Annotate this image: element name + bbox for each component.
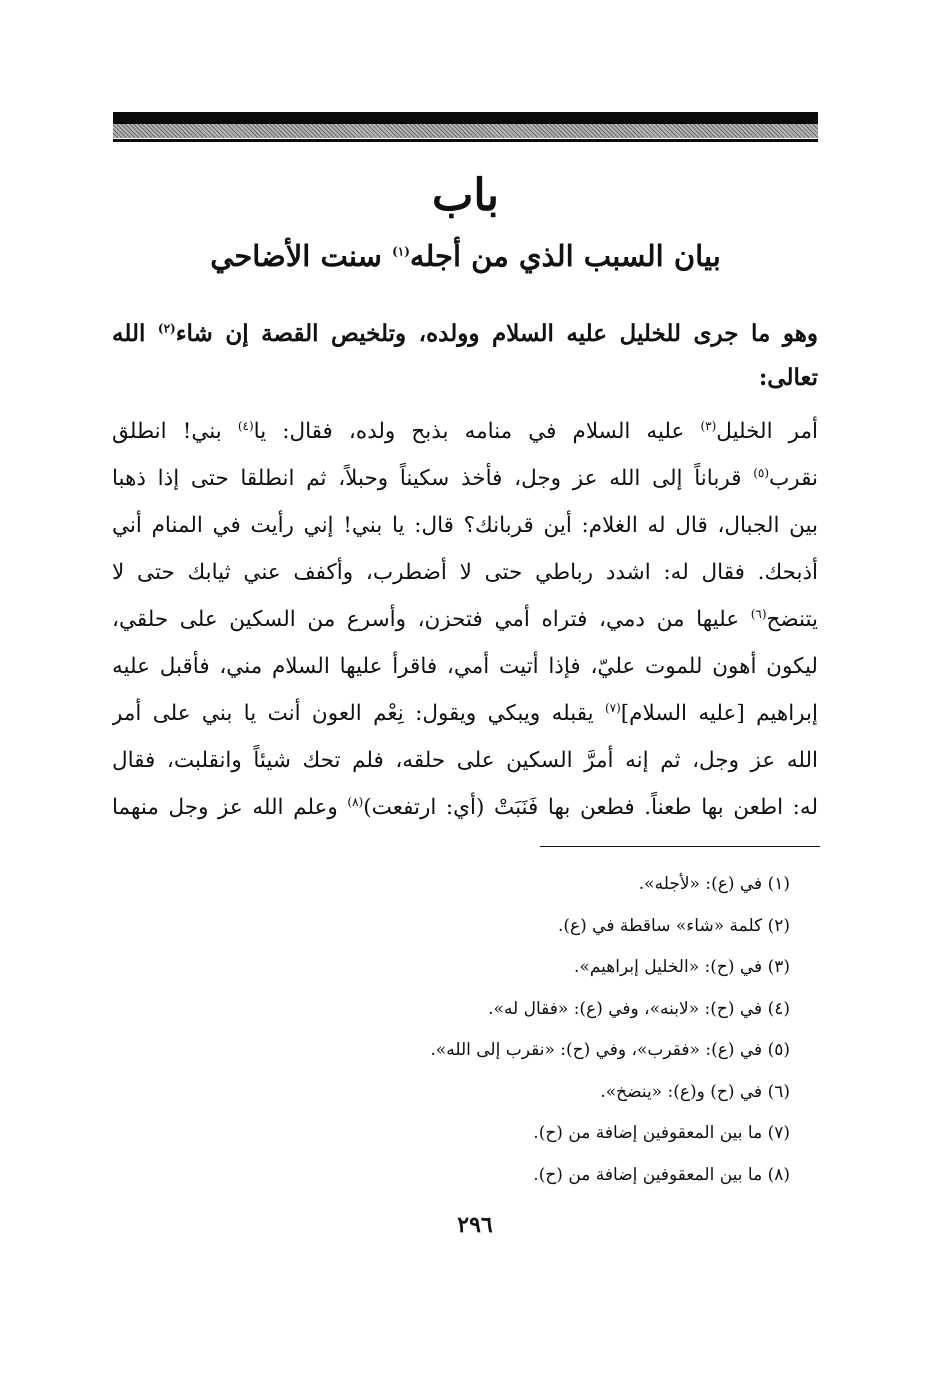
footnote-item: (٤) في (ح): «لابنه»، وفي (ع): «فقال له». xyxy=(488,998,790,1019)
header-ornamental-rule xyxy=(113,112,818,150)
body-line: أمر الخليل$^{(٣)}$ عليه السلام في منامه بذبح ولده، فقال: يا$^{(٤)}$ بني! انطلق xyxy=(112,418,818,444)
intro-line-2: تعالى: xyxy=(758,364,818,391)
body-line: إبراهيم [عليه السلام]$^{(٧)}$ يقبله ويبكي ويقول: نِعْم العون أنت يا بني على أمر xyxy=(112,700,818,726)
footnote-marker-7: (٧) xyxy=(604,700,621,715)
intro-line-1: وهو ما جرى للخليل عليه السلام وولده، وتلخيص القصة إن شاء$^{(٢)}$ الله xyxy=(112,320,818,347)
body-line: الله عز وجل، ثم إنه أمرَّ السكين على حلقه، فلم تحك شيئاً وانقلبت، فقال xyxy=(112,748,818,773)
chapter-subtitle-after: سنت الأضاحي xyxy=(210,239,393,273)
footnote-item: (٦) في (ح) و(ع): «ينضخ». xyxy=(600,1081,790,1102)
body-line: له: اطعن بها طعناً. فطعن بها فَنَبَتْ (أي: ارتفعت)$^{(٨)}$ وعلم الله عز وجل منهما xyxy=(112,794,818,820)
footnote-item: (٢) كلمة «شاء» ساقطة في (ع). xyxy=(557,915,790,936)
body-paragraph xyxy=(112,408,818,831)
body-line: ليكون أهون للموت عليّ، فإذا أتيت أمي، فاقرأ عليها السلام مني، فأقبل عليه xyxy=(112,654,818,679)
footnote-marker-8: (٨) xyxy=(347,794,364,809)
footnote-marker-5: (٥) xyxy=(753,465,770,480)
footnote-item: (٧) ما بين المعقوفين إضافة من (ح). xyxy=(533,1123,790,1143)
header-rule-thick-bar xyxy=(113,112,818,124)
footnote-marker-4: (٤) xyxy=(237,418,254,433)
footnote-marker-1: (١) xyxy=(392,244,410,259)
body-line: يتنضح$^{(٦)}$ عليها من دمي، فتراه أمي فتحزن، وأسرع من السكين على حلقي، xyxy=(112,606,818,632)
header-rule-pattern-band xyxy=(113,124,818,138)
footnote-divider xyxy=(540,846,820,847)
footnote-item: (٥) في (ع): «فقرب»، وفي (ح): «نقرب إلى الله». xyxy=(430,1040,790,1060)
body-line: أذبحك. فقال له: اشدد رباطي حتى لا أضطرب، وأكفف عني ثيابك حتى لا xyxy=(112,560,818,585)
header-rule-thin-bar xyxy=(113,139,818,142)
page-number: ٢٩٦ xyxy=(457,1212,493,1238)
footnote-item: (٨) ما بين المعقوفين إضافة من (ح). xyxy=(533,1164,790,1185)
footnotes-list xyxy=(150,864,790,1196)
footnote-item: (٣) في (ح): «الخليل إبراهيم». xyxy=(574,957,790,977)
intro-paragraph xyxy=(112,312,818,400)
chapter-heading: باب xyxy=(431,170,500,221)
chapter-subtitle-before: بيان السبب الذي من أجله xyxy=(409,239,721,273)
footnote-marker-2: (٢) xyxy=(157,321,176,336)
chapter-subtitle xyxy=(113,234,818,278)
body-line: بين الجبال، قال له الغلام: أين قربانك؟ قال: يا بني! إني رأيت في المنام أني xyxy=(112,513,818,538)
footnote-item: (١) في (ع): «لأجله». xyxy=(638,874,790,894)
footnote-marker-6: (٦) xyxy=(750,606,767,621)
footnote-marker-3: (٣) xyxy=(700,418,717,433)
body-line: نقرب$^{(٥)}$ قرباناً إلى الله عز وجل، فأخذ سكيناً وحبلاً، ثم انطلقا حتى إذا ذهبا xyxy=(112,465,818,491)
